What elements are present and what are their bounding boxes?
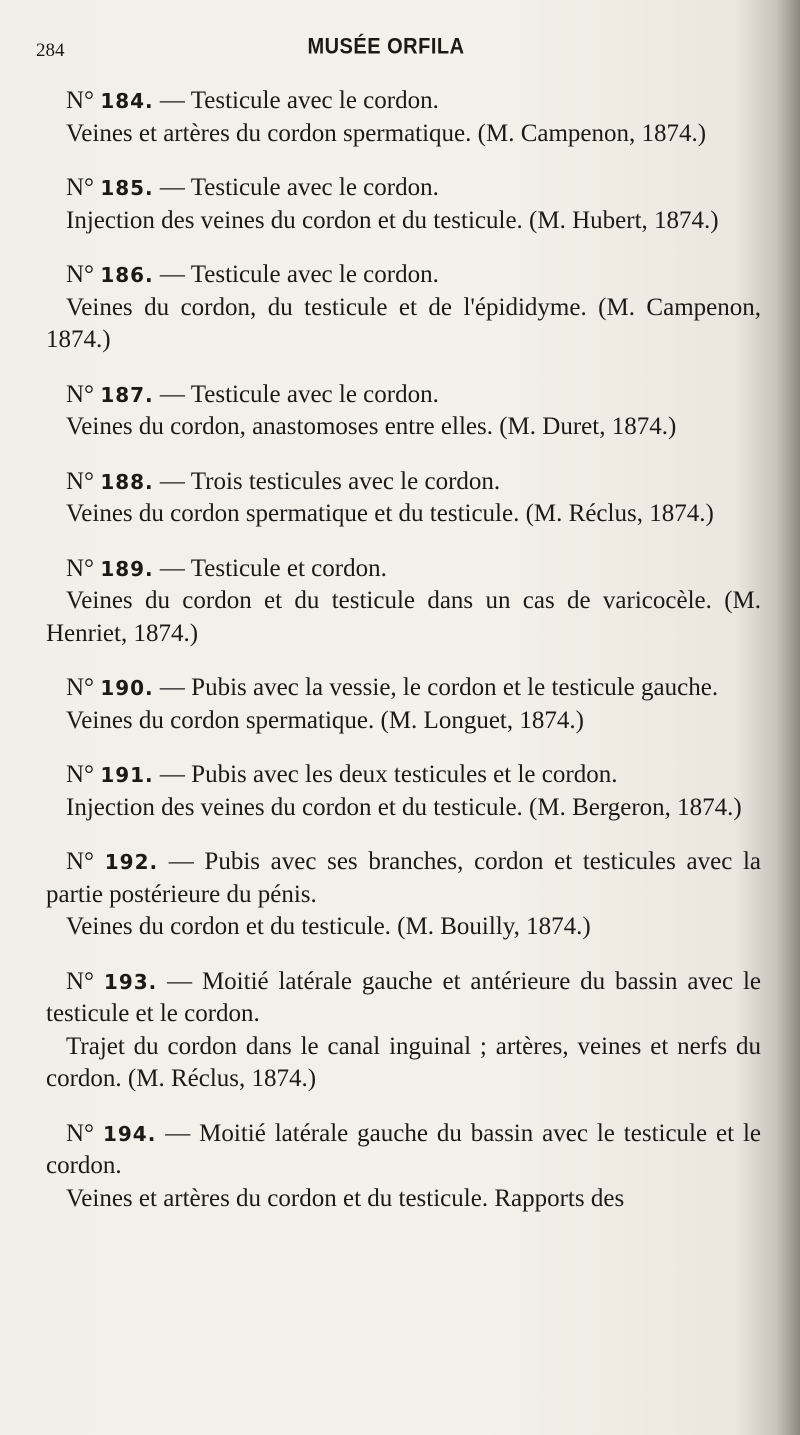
- entry-number: 186.: [100, 263, 154, 287]
- entry-number: 188.: [100, 469, 154, 494]
- entry-number-label: N°: [66, 554, 95, 582]
- entry-number-label: N°: [66, 174, 95, 201]
- page-number: 284: [36, 40, 65, 61]
- catalog-entry: [46, 259, 761, 357]
- entry-number-label: N°: [66, 761, 95, 788]
- entry-number: 185.: [100, 176, 154, 200]
- entry-heading: [46, 466, 761, 499]
- entry-heading: [46, 759, 761, 792]
- entry-heading: [46, 172, 761, 205]
- catalog-entry: [46, 966, 761, 1096]
- catalog-entry: [46, 172, 761, 237]
- entry-number-label: N°: [66, 674, 95, 701]
- entry-number: 193.: [103, 969, 158, 994]
- entry-heading: [46, 1118, 761, 1183]
- entry-description: Veines du cordon et du testicule. (M. Bouilly, 1874.): [66, 913, 591, 940]
- entry-heading: [46, 553, 761, 586]
- entry-title: — Testicule avec le cordon.: [159, 261, 439, 288]
- entry-description: Veines du cordon spermatique et du testicule. (M. Réclus, 1874.): [66, 500, 714, 527]
- entry-title: — Testicule avec le cordon.: [159, 380, 439, 408]
- page-header: [36, 34, 736, 64]
- entry-title: — Testicule et cordon.: [159, 554, 387, 582]
- entry-description: Veines et artères du cordon et du testicule. Rapports des: [66, 1184, 625, 1212]
- entry-number-label: N°: [66, 87, 95, 114]
- entry-title: — Trois testicules avec le cordon.: [159, 467, 501, 495]
- entry-number: 184.: [100, 89, 154, 113]
- entry-number: 194.: [102, 1121, 157, 1146]
- entry-number-label: N°: [66, 467, 95, 495]
- entry-heading: [46, 85, 761, 118]
- entry-description: Veines du cordon, du testicule et de l'épididyme. (M. Campenon, 1874.): [46, 293, 761, 353]
- catalog-entry: [46, 672, 761, 737]
- catalog-entry: [46, 553, 761, 651]
- entry-heading: [46, 966, 761, 1031]
- entry-number: 192.: [104, 850, 159, 874]
- catalog-entries: [46, 85, 761, 1237]
- entry-description: Injection des veines du cordon et du testicule. (M. Bergeron, 1874.): [66, 793, 742, 821]
- entry-title: — Pubis avec la vessie, le cordon et le testicule gauche.: [159, 674, 719, 701]
- entry-number: 187.: [100, 382, 154, 407]
- catalog-entry: [46, 379, 761, 444]
- entry-number: 189.: [100, 556, 154, 581]
- catalog-entry: [46, 759, 761, 824]
- entry-number: 190.: [100, 676, 154, 700]
- catalog-entry: [46, 85, 761, 150]
- entry-number: 191.: [100, 763, 154, 787]
- entry-number-label: N°: [66, 1119, 95, 1147]
- entry-description: Veines du cordon spermatique. (M. Longuet, 1874.): [66, 706, 584, 734]
- entry-title: — Pubis avec les deux testicules et le cordon.: [159, 761, 618, 788]
- catalog-entry: [46, 466, 761, 531]
- entry-title: — Testicule avec le cordon.: [159, 87, 439, 114]
- catalog-entry: [46, 1118, 761, 1216]
- entry-heading: [46, 672, 761, 705]
- entry-heading: [46, 259, 761, 292]
- entry-title: — Moitié latérale gauche du bassin avec le testicule et le cordon.: [46, 1119, 761, 1179]
- entry-title: — Moitié latérale gauche et antérieure du bassin avec le testicule et le cordon.: [46, 967, 761, 1027]
- entry-number-label: N°: [66, 967, 95, 995]
- entry-description: Veines et artères du cordon spermatique. (M. Campenon, 1874.): [66, 119, 707, 147]
- running-title: MUSÉE ORFILA: [307, 34, 465, 60]
- entry-number-label: N°: [66, 380, 95, 408]
- entry-description: Trajet du cordon dans le canal inguinal ; artères, veines et nerfs du cordon. (M. Réclus, 1874.): [46, 1032, 761, 1092]
- entry-title: — Pubis avec ses branches, cordon et testicules avec la partie postérieure du pénis.: [46, 848, 762, 908]
- entry-heading: [46, 846, 761, 911]
- entry-heading: [46, 379, 761, 412]
- entry-number-label: N°: [66, 261, 95, 288]
- entry-description: Veines du cordon, anastomoses entre elles. (M. Duret, 1874.): [66, 413, 677, 440]
- entry-description: Veines du cordon et du testicule dans un cas de varicocèle. (M. Henriet, 1874.): [46, 587, 761, 647]
- entry-description: Injection des veines du cordon et du testicule. (M. Hubert, 1874.): [66, 206, 719, 234]
- entry-number-label: N°: [66, 848, 95, 875]
- catalog-entry: [46, 846, 761, 944]
- entry-title: — Testicule avec le cordon.: [159, 174, 439, 201]
